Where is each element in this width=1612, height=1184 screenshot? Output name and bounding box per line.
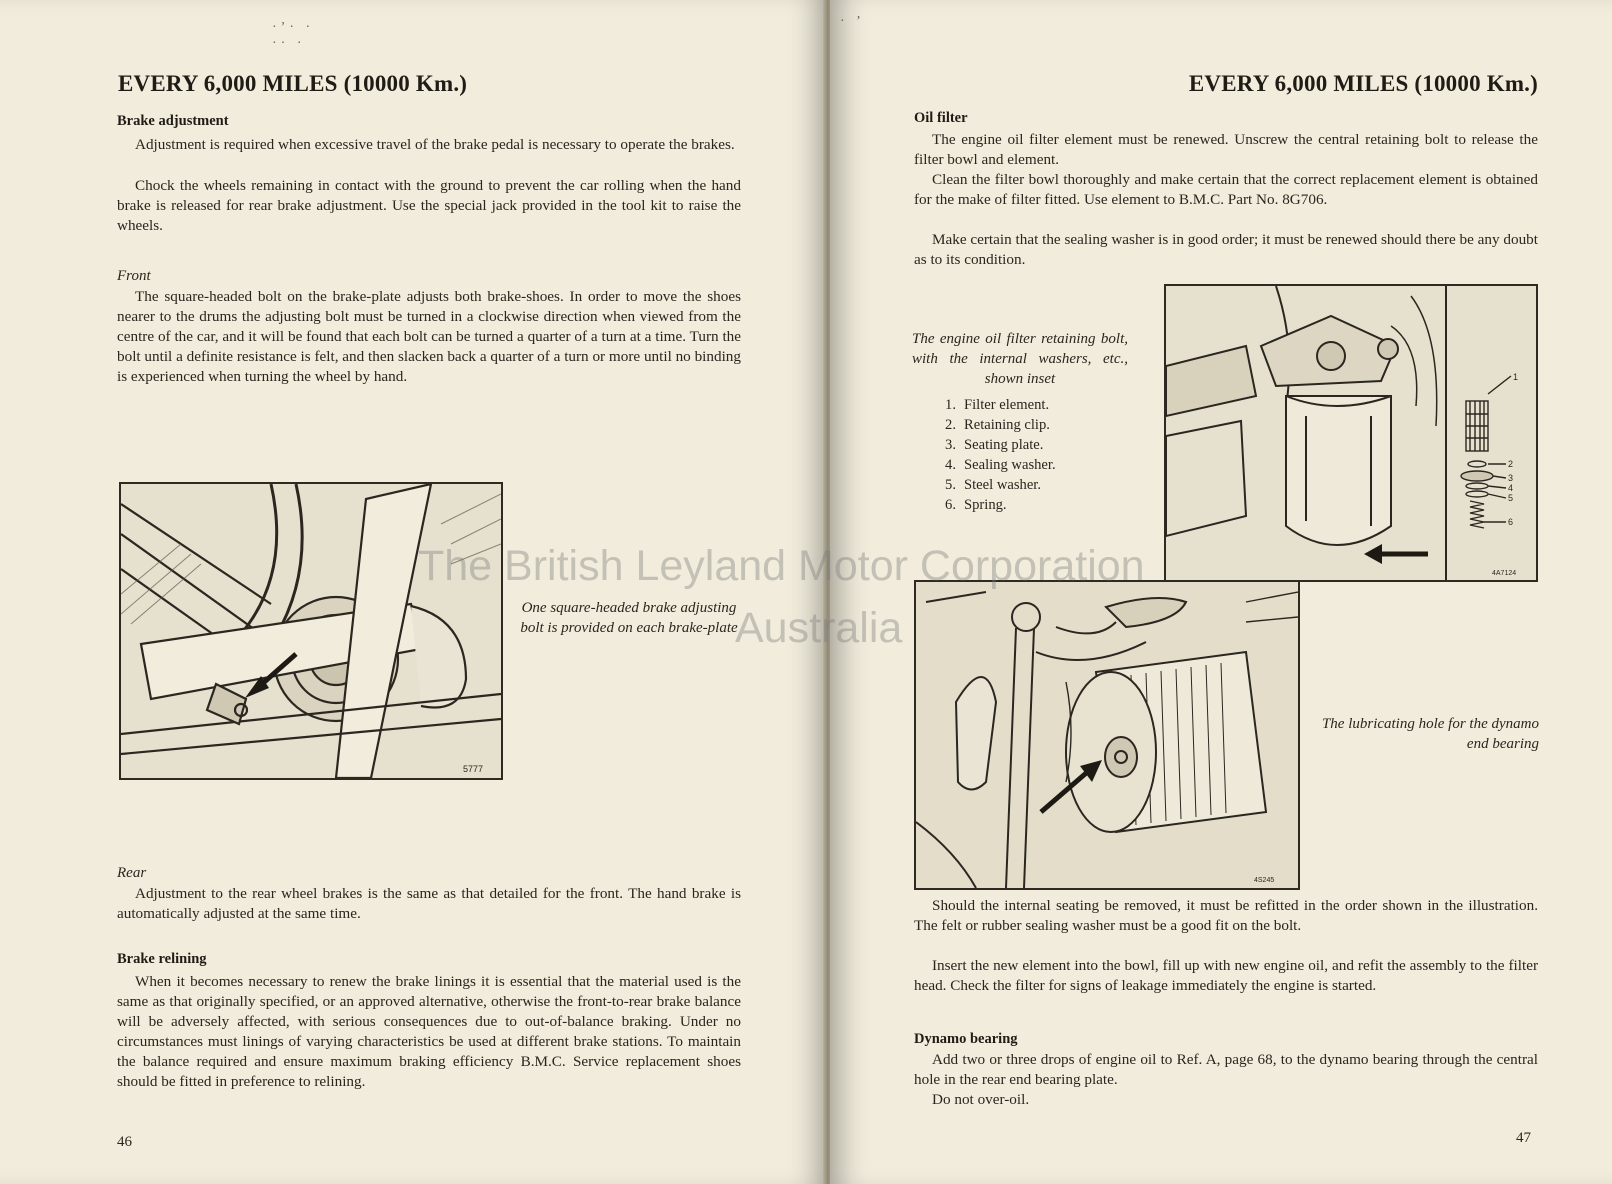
dynamo-bearing-para-2: Do not over-oil. [932, 1091, 1030, 1108]
print-specks-right: · ʼ [840, 14, 865, 29]
filter-legend [936, 395, 1056, 515]
front-paragraph: The square-headed bolt on the brake-plate adjusts both brake-shoes. In order to move the shoes nearer to the drums the adjusting bolt must be turned in a clockwise direction when viewed from the centre of the car, and it will be found that each bolt can be turned a quarter of a turn at a time. Turn the bolt until a definite resistance is felt, and then slacken back a quarter of a turn or more until no binding is experienced when turning the wheel by hand. [117, 288, 741, 385]
legend-item: 1. Filter element. [945, 397, 1050, 413]
brake-adjustment-para-2: Chock the wheels remaining in contact with the ground to prevent the car rolling when the hand brake is released for rear brake adjustment. Use the special jack provided in the tool kit to raise the wheels. [117, 177, 741, 234]
filter-figure-ref: 4A7124 [1492, 570, 1517, 577]
legend-item: 5. Steel washer. [945, 477, 1042, 493]
dynamo-figure-caption: The lubricating hole for the dynamo end bearing [1321, 716, 1539, 752]
oil-filter-figure [1164, 284, 1538, 582]
rear-paragraph: Adjustment to the rear wheel brakes is the same as that detailed for the front. The hand brake is automatically adjusted at the same time. [117, 885, 741, 922]
oil-filter-heading: Oil filter [914, 110, 968, 126]
brake-bolt-figure [119, 482, 503, 780]
print-specks: ·ʼ· · ·· · [272, 20, 315, 51]
brake-relining-paragraph: When it becomes necessary to renew the brake linings it is essential that the material used is the same as that originally specified, or an approved alternative, otherwise the front-to-rear brake balance will be adversely affected, with serious consequences due to out-of-balance braking. Under no circumstances must linings of varying characteristics be used at different brake stations. To maintain the balance required and ensure maximum braking efficiency B.M.C. Service replacement shoes should be fitted in preference to relining. [117, 973, 741, 1090]
legend-item: 3. Seating plate. [945, 437, 1044, 453]
brake-figure-caption: One square-headed brake adjusting bolt is provided on each brake-plate [520, 600, 738, 636]
front-heading: Front [117, 268, 151, 284]
legend-item: 6. Spring. [945, 497, 1007, 513]
callout-1: 1 [1513, 372, 1519, 382]
callout-3: 3 [1508, 473, 1514, 483]
oil-filter-para-3: Make certain that the sealing washer is in good order; it must be renewed should there be any doubt as to its condition. [914, 231, 1538, 268]
left-running-head: EVERY 6,000 MILES (10000 Km.) [118, 71, 468, 96]
dynamo-figure-ref: 4S245 [1254, 877, 1275, 884]
legend-item: 2. Retaining clip. [945, 417, 1050, 433]
right-page-number: 47 [1516, 1130, 1531, 1146]
callout-6: 6 [1508, 517, 1514, 527]
brake-adjustment-para-1: Adjustment is required when excessive travel of the brake pedal is necessary to operate the brakes. [135, 136, 735, 153]
rear-heading: Rear [117, 865, 147, 881]
filter-figure-caption: The engine oil filter retaining bolt, with the internal washers, etc., shown inset [912, 331, 1128, 387]
dynamo-bearing-para-1: Add two or three drops of engine oil to Ref. A, page 68, to the dynamo bearing through the central hole in the rear end bearing plate. [914, 1051, 1538, 1088]
brake-adjustment-heading: Brake adjustment [117, 113, 229, 129]
callout-5: 5 [1508, 493, 1514, 503]
oil-filter-para-1: The engine oil filter element must be renewed. Unscrew the central retaining bolt to release the filter bowl and element. [914, 131, 1538, 168]
oil-filter-illustration [1166, 286, 1536, 580]
dynamo-figure [914, 580, 1300, 890]
dynamo-illustration [916, 582, 1298, 888]
left-page-number: 46 [117, 1134, 132, 1150]
brake-relining-heading: Brake relining [117, 951, 207, 967]
callout-4: 4 [1508, 483, 1514, 493]
legend-item: 4. Sealing washer. [945, 457, 1056, 473]
brake-figure-ref: 5777 [463, 764, 484, 774]
callout-2: 2 [1508, 459, 1514, 469]
watermark-line-1: The British Leyland Motor Corporation [418, 542, 1145, 590]
right-running-head: EVERY 6,000 MILES (10000 Km.) [1188, 71, 1538, 96]
right-page [830, 0, 1612, 1184]
dynamo-bearing-heading: Dynamo bearing [914, 1031, 1018, 1047]
oil-filter-para-2: Clean the filter bowl thoroughly and make certain that the correct replacement element is obtained for the make of filter fitted. Use element to B.M.C. Part No. 8G706. [914, 171, 1538, 208]
new-element-paragraph: Insert the new element into the bowl, fill up with new engine oil, and refit the assembly to the filter head. Check the filter for signs of leakage immediately the engine is started. [914, 957, 1538, 994]
brake-bolt-illustration [121, 484, 501, 778]
seating-paragraph: Should the internal seating be removed, it must be refitted in the order shown in the illustration. The felt or rubber sealing washer must be a good fit on the bolt. [914, 897, 1538, 934]
watermark-line-2: Australia [735, 604, 903, 652]
